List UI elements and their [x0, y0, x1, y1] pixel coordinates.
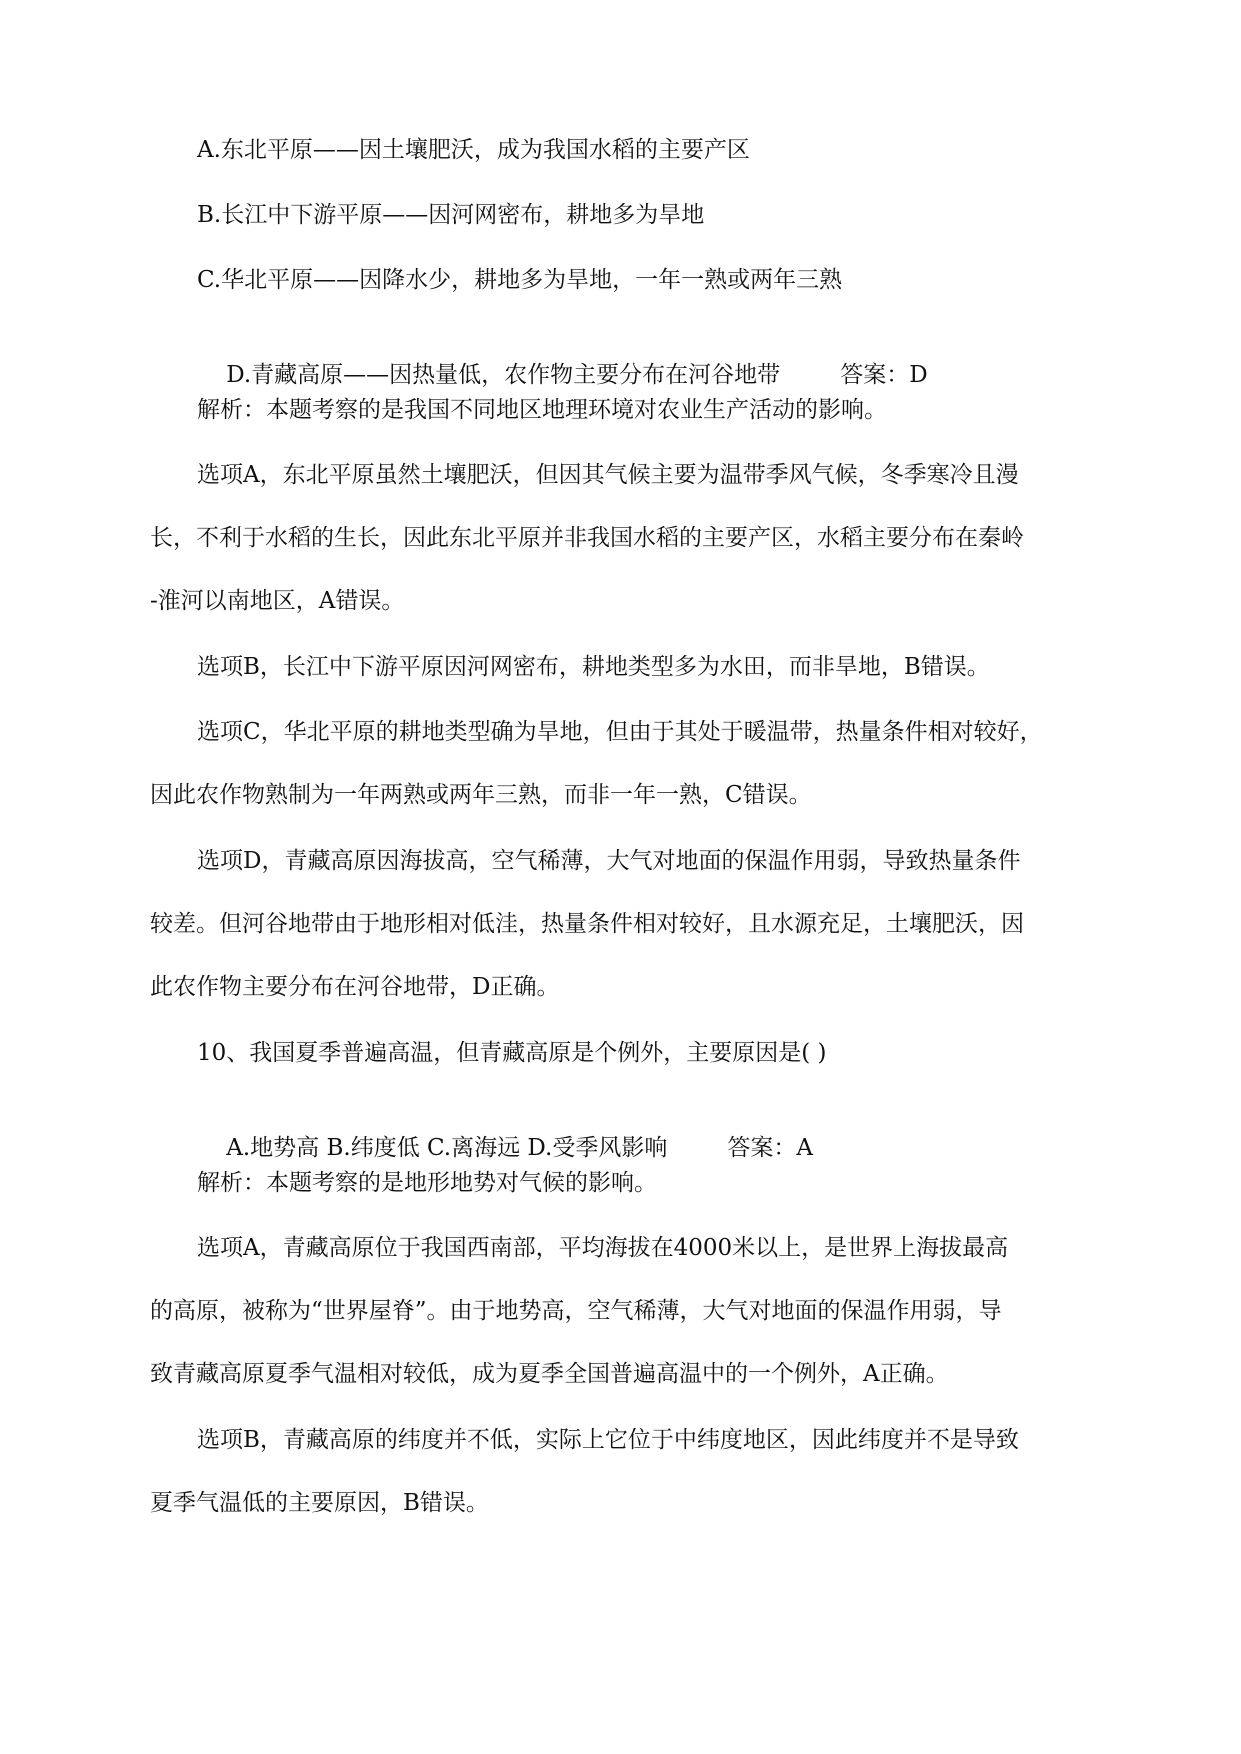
q9-option-d: D.青藏高原——因热量低，农作物主要分布在河谷地带: [226, 362, 781, 388]
q10-analysis-a-line: 选项A，青藏高原位于我国西南部，平均海拔在4000米以上，是世界上海拔最高: [197, 1235, 1009, 1261]
q9-analysis-c-line: 选项C，华北平原的耕地类型确为旱地，但由于其处于暖温带，热量条件相对较好，: [197, 719, 1043, 745]
q10-question: 10、我国夏季普遍高温，但青藏高原是个例外，主要原因是( ): [197, 1040, 827, 1066]
q10-analysis-intro: 解析：本题考察的是地形地势对气候的影响。: [197, 1170, 657, 1196]
q10-analysis-b-line: 夏季气温低的主要原因，B错误。: [150, 1490, 489, 1516]
q9-analysis-intro: 解析：本题考察的是我国不同地区地理环境对农业生产活动的影响。: [197, 397, 887, 423]
q10-options: A.地势高 B.纬度低 C.离海远 D.受季风影响: [226, 1135, 668, 1161]
q10-analysis-a-line: 的高原，被称为“世界屋脊”。由于地势高，空气稀薄，大气对地面的保温作用弱，导: [150, 1298, 1002, 1324]
q9-option-b: B.长江中下游平原——因河网密布，耕地多为旱地: [197, 202, 705, 228]
q9-option-a: A.东北平原——因土壤肥沃，成为我国水稻的主要产区: [197, 137, 750, 163]
q9-analysis-d-line: 此农作物主要分布在河谷地带，D正确。: [150, 974, 560, 1000]
q10-analysis-b-line: 选项B，青藏高原的纬度并不低，实际上它位于中纬度地区，因此纬度并不是导致: [197, 1427, 1019, 1453]
q9-analysis-d-line: 选项D，青藏高原因海拔高，空气稀薄，大气对地面的保温作用弱，导致热量条件: [197, 848, 1021, 874]
q9-analysis-a-line: -淮河以南地区，A错误。: [150, 588, 405, 614]
q9-analysis-a-line: 长，不利于水稻的生长，因此东北平原并非我国水稻的主要产区，水稻主要分布在秦岭: [150, 525, 1024, 551]
q9-analysis-c-line: 因此农作物熟制为一年两熟或两年三熟，而非一年一熟，C错误。: [150, 782, 812, 808]
q10-analysis-a-line: 致青藏高原夏季气温相对较低，成为夏季全国普遍高温中的一个例外，A正确。: [150, 1361, 949, 1387]
q10-answer: 答案：A: [727, 1135, 813, 1161]
q9-analysis-b-line: 选项B，长江中下游平原因河网密布，耕地类型多为水田，而非旱地，B错误。: [197, 654, 990, 680]
q9-option-c: C.华北平原——因降水少，耕地多为旱地，一年一熟或两年三熟: [197, 267, 843, 293]
q9-analysis-a-line: 选项A，东北平原虽然土壤肥沃，但因其气候主要为温带季风气候，冬季寒冷且漫: [197, 462, 1019, 488]
q9-analysis-d-line: 较差。但河谷地带由于地形相对低洼，热量条件相对较好，且水源充足，土壤肥沃，因: [150, 911, 1024, 937]
q9-answer: 答案：D: [840, 362, 928, 388]
